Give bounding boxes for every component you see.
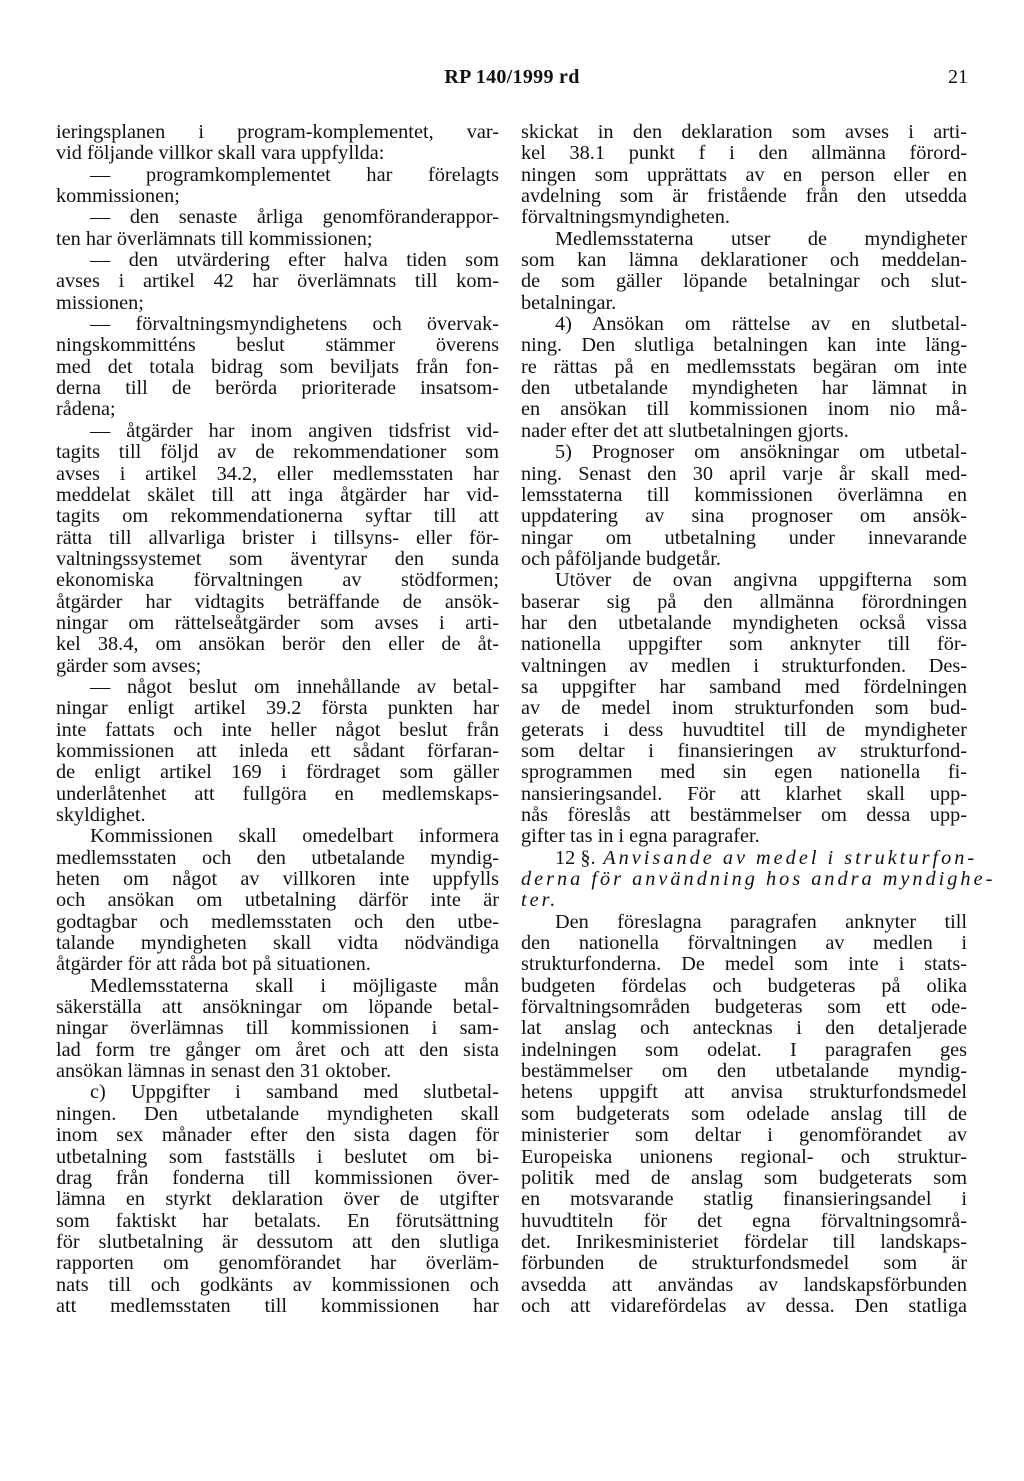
text-line: lämna en styrkt deklaration över de utgifter: [56, 1188, 499, 1211]
text-line: hetens uppgift att anvisa strukturfondsmedel: [521, 1081, 967, 1104]
text-line: för slutbetalning är dessutom att den slutliga: [56, 1230, 499, 1253]
text-line: ningen som upprättats av en person eller en: [521, 163, 967, 186]
text-line: derna till de berörda prioriterade insatsom-: [56, 377, 499, 400]
text-line: tagits till följd av de rekommendationer som: [56, 441, 499, 464]
text-line: rätta till allvarliga brister i tillsyns- eller för-: [56, 526, 499, 549]
text-line: ter.: [521, 889, 559, 912]
text-line: lad form tre gånger om året och att den sista: [56, 1038, 499, 1061]
text-line: strukturfonderna. De medel som inte i stats-: [521, 953, 967, 976]
text-line: ning. Senast den 30 april varje år skall med-: [521, 462, 967, 485]
text-line: ningskommitténs beslut stämmer överens: [56, 334, 499, 357]
text-line: ekonomiska förvaltningen av stödformen;: [56, 569, 499, 592]
text-line: med det totala bidrag som beviljats från fon-: [56, 355, 499, 378]
text-line: 4) Ansökan om rättelse av en slutbetal-: [555, 313, 967, 336]
text-line: underlåtenhet att fullgöra en medlemskaps-: [56, 782, 499, 805]
text-line: valtningen av medlen i strukturfonden. Des-: [521, 654, 967, 677]
text-line: inte fattats och inte heller något beslut från: [56, 718, 499, 741]
text-line: betalningar.: [521, 291, 617, 314]
text-line: skyldighet.: [56, 804, 146, 826]
text-line: vid följande villkor skall vara uppfyllda:: [56, 142, 385, 165]
text-line: nats till och godkänts av kommissionen och: [56, 1273, 499, 1296]
text-line: — den utvärdering efter halva tiden som: [90, 249, 499, 272]
text-line: av de medel inom strukturfonden som bud-: [521, 697, 967, 720]
text-line: den nationella förvaltningen av medlen i: [521, 932, 967, 955]
text-line: nader efter det att slutbetalningen gjorts.: [521, 419, 849, 442]
text-line: meddelat skälet till att inga åtgärder har vid-: [56, 483, 499, 506]
text-line: Medlemsstaterna utser de myndigheter: [555, 227, 967, 250]
text-line: avses i artikel 42 har överlämnats till kom-: [56, 270, 499, 293]
text-line: kel 38.1 punkt f i den allmänna förord-: [521, 142, 967, 165]
text-line: förbunden de strukturfondsmedel som är: [521, 1252, 967, 1275]
text-line: lemsstaterna till kommissionen överlämna en: [521, 483, 967, 506]
text-line: och att vidarefördelas av dessa. Den statliga: [521, 1294, 967, 1317]
text-line: Den föreslagna paragrafen anknyter till: [555, 910, 967, 933]
text-line: ministerier som deltar i genomförandet av: [521, 1124, 967, 1147]
text-line: förvaltningsmyndigheten.: [521, 206, 730, 229]
text-line: politik med de anslag som budgeterats som: [521, 1166, 967, 1189]
text-line: förvaltningsområden budgeteras som ett ode-: [521, 996, 967, 1019]
text-line: rapporten om genomförandet har överläm-: [56, 1252, 499, 1275]
text-line: indelningen som odelat. I paragrafen ges: [521, 1038, 967, 1061]
text-line: — något beslut om innehållande av betal-: [90, 675, 499, 698]
text-line: åtgärder har vidtagits beträffande de ansök-: [56, 590, 499, 613]
text-line: inom sex månader efter den sista dagen för: [56, 1124, 499, 1147]
text-line: baserar sig på den allmänna förordningen: [521, 590, 967, 613]
text-line: tagits om rekommendationerna syftar till att: [56, 505, 499, 528]
text-line: lat anslag och antecknas i den detaljerade: [521, 1017, 967, 1040]
text-line: som kan lämna deklarationer och meddelan-: [521, 249, 967, 272]
text-line: — programkomplementet har förelagts: [90, 163, 499, 186]
text-line: avdelning som är fristående från den utsedda: [521, 185, 967, 208]
text-line: bestämmelser om den utbetalande myndig-: [521, 1060, 967, 1083]
text-line: avses i artikel 34.2, eller medlemsstaten har: [56, 462, 499, 485]
text-line: har den utbetalande myndigheten också vissa: [521, 611, 967, 634]
page-number: 21: [948, 66, 968, 88]
text-line: som faktiskt har betalats. En förutsättning: [56, 1209, 499, 1232]
text-line: gifter tas in i egna paragrafer.: [521, 825, 760, 848]
text-line: nationella uppgifter som anknyter till för-: [521, 633, 967, 656]
text-line: nansieringsandel. För att klarhet skall upp-: [521, 782, 967, 805]
text-line: åtgärder för att råda bot på situationen.: [56, 953, 371, 976]
text-line: talande myndigheten skall vidta nödvändiga: [56, 932, 499, 955]
text-line: att medlemsstaten till kommissionen har: [56, 1294, 499, 1317]
text-line: de enligt artikel 169 i fördraget som gäller: [56, 761, 499, 784]
text-line: gärder som avses;: [56, 654, 202, 677]
text-line: — förvaltningsmyndighetens och övervak-: [90, 313, 499, 336]
text-line: ningar överlämnas till kommissionen i sam-: [56, 1017, 499, 1040]
text-line: som deltar i finansieringen av strukturfond-: [521, 739, 967, 762]
text-line: derna för användning hos andra myndighe-: [521, 868, 996, 891]
text-line: Kommissionen skall omedelbart informera: [90, 825, 499, 848]
text-line: medlemsstaten och den utbetalande myndig-: [56, 846, 499, 869]
text-line: budgeten fördelas och budgeteras på olika: [521, 974, 967, 997]
right-text-column: [521, 121, 996, 1317]
text-line: skickat in den deklaration som avses i arti-: [521, 121, 967, 143]
left-text-column: [56, 122, 499, 1317]
text-line: ansökan lämnas in senast den 31 oktober.: [56, 1060, 392, 1083]
text-line: godtagbar och medlemsstaten och den utbe-: [56, 910, 499, 933]
text-line: en ansökan till kommissionen inom nio må-: [521, 398, 967, 421]
text-line: och ansökan om utbetalning därför inte är: [56, 889, 499, 912]
text-line: ten har överlämnats till kommissionen;: [56, 227, 373, 250]
text-line: Medlemsstaterna skall i möjligaste mån: [90, 974, 499, 997]
text-line: och påföljande budgetår.: [521, 547, 721, 570]
text-line: ningar om utbetalning under innevarande: [521, 526, 967, 549]
text-line: sprogrammen med sin egen nationella fi-: [521, 761, 967, 784]
text-line: kel 38.4, om ansökan berör den eller de åt-: [56, 633, 499, 656]
text-line: ningar enligt artikel 39.2 första punkten har: [56, 697, 499, 720]
text-line: missionen;: [56, 291, 144, 314]
text-line: avsedda att användas av landskapsförbunden: [521, 1273, 967, 1296]
text-line: ningar om rättelseåtgärder som avses i arti-: [56, 611, 499, 634]
text-line: re rättas på en medlemsstats begäran om inte: [521, 355, 967, 378]
text-line: den utbetalande myndigheten har lämnat in: [521, 377, 967, 400]
text-line: ieringsplanen i program-komplementet, var-: [56, 121, 499, 143]
text-line: en motsvarande statlig finansieringsandel i: [521, 1188, 967, 1211]
text-line: Europeiska unionens regional- och struktur-: [521, 1145, 967, 1168]
text-line: huvudtiteln för det egna förvaltningsområ-: [521, 1209, 967, 1232]
text-line: som budgeterats som odelade anslag till de: [521, 1102, 967, 1125]
text-line: rådena;: [56, 398, 116, 421]
text-line: drag från fonderna till kommissionen över-: [56, 1166, 499, 1189]
text-line: 5) Prognoser om ansökningar om utbetal-: [555, 441, 967, 464]
text-line: valtningssystemet som äventyrar den sunda: [56, 547, 499, 570]
text-line: kommissionen att inleda ett sådant förfaran-: [56, 739, 499, 762]
text-line: uppdatering av sina prognoser om ansök-: [521, 505, 967, 528]
text-line: det. Inrikesministeriet fördelar till landskaps-: [521, 1230, 967, 1253]
text-line: kommissionen;: [56, 185, 180, 208]
text-line: 12 §. Anvisande av medel i strukturfon-: [555, 846, 978, 869]
text-line: geterats i dess huvudtitel till de myndigheter: [521, 718, 967, 741]
page-header-title: RP 140/1999 rd: [444, 66, 580, 88]
text-line: nås föreslås att bestämmelser om dessa upp-: [521, 804, 967, 826]
text-line: heten om något av villkoren inte uppfylls: [56, 868, 499, 891]
text-line: — den senaste årliga genomföranderappor-: [90, 206, 499, 229]
text-line: Utöver de ovan angivna uppgifterna som: [555, 569, 967, 592]
text-line: c) Uppgifter i samband med slutbetal-: [90, 1081, 499, 1104]
text-line: ningen. Den utbetalande myndigheten skall: [56, 1102, 499, 1125]
text-line: sa uppgifter har samband med fördelningen: [521, 675, 967, 698]
text-line: — åtgärder har inom angiven tidsfrist vid-: [90, 419, 499, 442]
text-line: ning. Den slutliga betalningen kan inte läng-: [521, 334, 967, 357]
text-line: säkerställa att ansökningar om löpande betal-: [56, 996, 499, 1019]
text-line: de som gäller löpande betalningar och slut-: [521, 270, 967, 293]
text-line: utbetalning som fastställs i beslutet om bi-: [56, 1145, 499, 1168]
